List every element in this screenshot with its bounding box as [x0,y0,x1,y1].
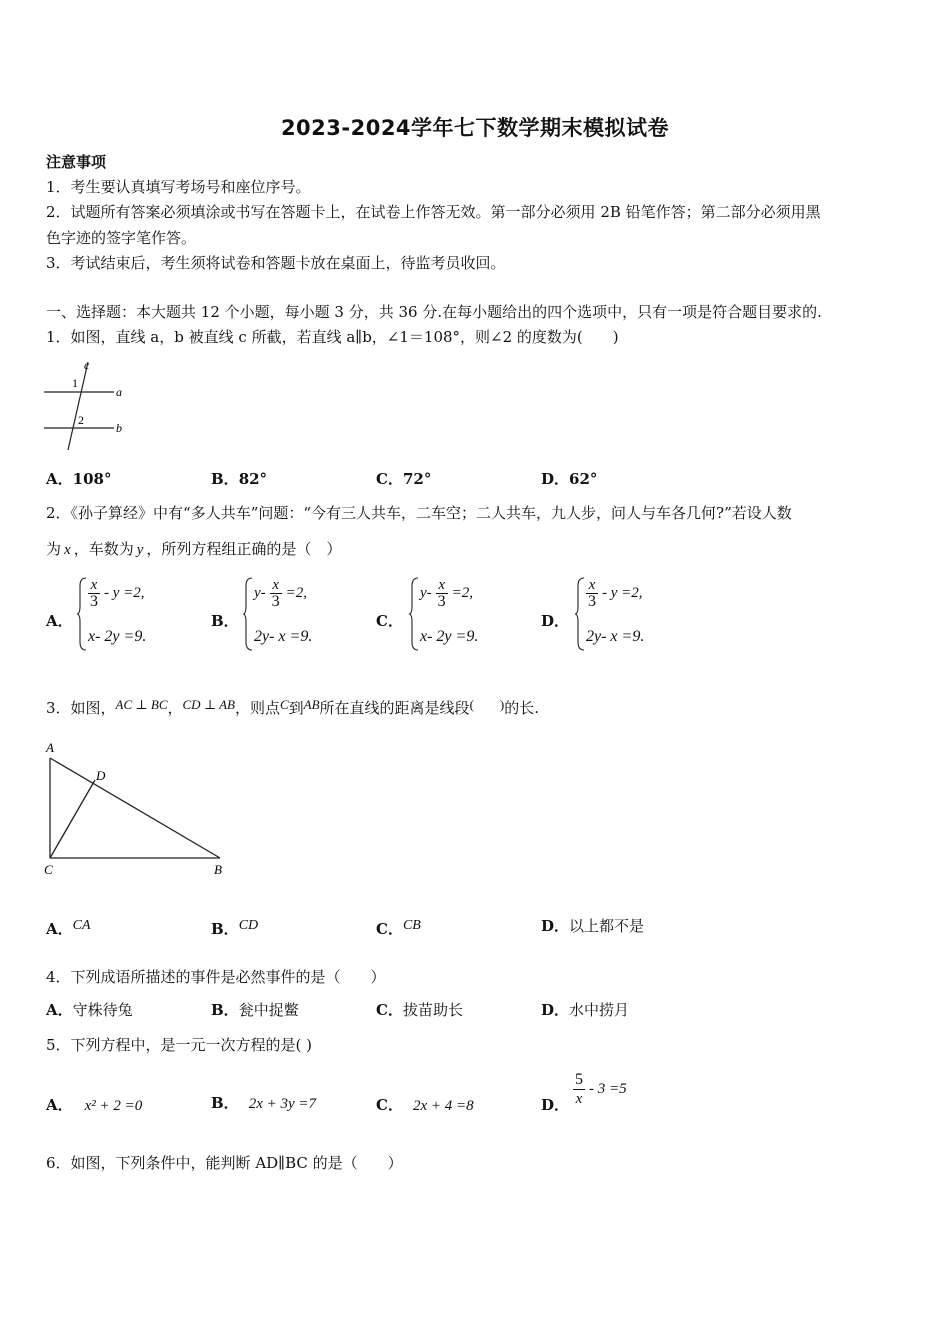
question-3-stem: 3．如图，AC ⊥ BC，CD ⊥ AB，则点C到AB所在直线的距离是线段( )的长. [46,697,540,717]
q5-option-c[interactable]: C． 2x + 4 =8 [376,1096,474,1114]
q3-label-a: A [46,740,54,755]
question-1-stem: 1．如图，直线 a，b 被直线 c 所截，若直线 a∥b，∠1＝108°，则∠2 的度数为( ) [46,328,619,346]
q5-option-a[interactable]: A． x² + 2 =0 [46,1096,143,1114]
question-6-stem: 6．如图，下列条件中，能判断 AD∥BC 的是（ ） [46,1154,403,1172]
q3-option-d[interactable]: D．以上都不是 [541,917,645,935]
q3-option-b[interactable]: B．CD [211,918,259,938]
q3-label-b: B [214,862,222,877]
section-heading: 一、选择题：本大题共 12 个小题，每小题 3 分，共 36 分.在每小题给出的四个选项中，只有一项是符合题目要求的. [46,303,822,321]
q2-d-eq2: 2y- x =9. [586,628,645,645]
q2-c-eq2: x- 2y =9. [420,628,479,645]
q2-option-d-label[interactable]: D． [541,612,570,630]
q4-option-d[interactable]: D．水中捞月 [541,1001,630,1019]
page-title: 2023-2024学年七下数学期末模拟试卷 [280,116,670,140]
q1-option-b[interactable]: B．82° [211,470,268,488]
q4-option-b[interactable]: B．瓮中捉鳖 [211,1001,299,1019]
q2-b-eq2: 2y- x =9. [254,628,313,645]
q1-label-c: c [84,358,90,372]
q2-a-eq2: x- 2y =9. [88,628,147,645]
q2-b-eq1: y- $\frac{x}{3}$ =2, [254,577,308,610]
q5-option-d-expr: $\frac{5}{x}$ - 3 =5 [575,1071,627,1107]
question-2-line2: 为 x ，车数为 y ，所列方程组正确的是（ ） [46,540,342,558]
brace-icon [242,576,254,652]
question-2-line1: 2．《孙子算经》中有“多人共车”问题：“今有三人共车，二车空；二人共车，九人步，问人与车各几何?”若设人数 [46,504,792,522]
q2-option-c-label[interactable]: C． [376,612,403,630]
q3-label-d: D [96,768,106,783]
notice-item: 3．考试结束后，考生须将试卷和答题卡放在桌面上，待监考员收回。 [46,254,506,272]
q4-option-c[interactable]: C．拔苗助长 [376,1001,463,1019]
notice-heading: 注意事项 [46,153,107,171]
q1-option-c[interactable]: C．72° [376,470,432,488]
q2-a-eq1: $\frac{x}{3}$ - y =2, [90,577,145,610]
q2-d-eq1: $\frac{x}{3}$ - y =2, [588,577,643,610]
brace-icon [76,576,88,652]
q1-option-a[interactable]: A．108° [46,470,112,488]
q3-label-c: C [44,862,53,877]
q1-label-1: 1 [72,376,78,390]
notice-item: 1．考生要认真填写考场号和座位序号。 [46,178,311,196]
notice-item: 2．试题所有答案必须填涂或书写在答题卡上，在试卷上作答无效。第一部分必须用 2B 铅笔作答；第二部分必须用黑 [46,203,821,221]
q4-option-a[interactable]: A．守株待兔 [46,1001,133,1019]
q3-triangle-figure [40,738,240,880]
q5-option-d-label[interactable]: D． [541,1096,570,1114]
q1-label-2: 2 [78,413,84,427]
q1-option-d[interactable]: D．62° [541,470,598,488]
q5-option-b[interactable]: B． 2x + 3y =7 [211,1094,316,1112]
q3-option-a[interactable]: A．CA [46,918,91,938]
q1-label-b: b [116,421,122,435]
question-4-stem: 4．下列成语所描述的事件是必然事件的是（ ） [46,968,386,986]
q3-option-c[interactable]: C．CB [376,918,421,938]
q2-option-a-label[interactable]: A． [46,612,73,630]
notice-item: 色字迹的签字笔作答。 [46,229,197,247]
brace-icon [408,576,420,652]
brace-icon [574,576,586,652]
question-5-stem: 5．下列方程中，是一元一次方程的是( ) [46,1036,313,1054]
q1-label-a: a [116,385,122,399]
q2-option-b-label[interactable]: B． [211,612,239,630]
q2-c-eq1: y- $\frac{x}{3}$ =2, [420,577,474,610]
q1-figure [42,358,142,454]
